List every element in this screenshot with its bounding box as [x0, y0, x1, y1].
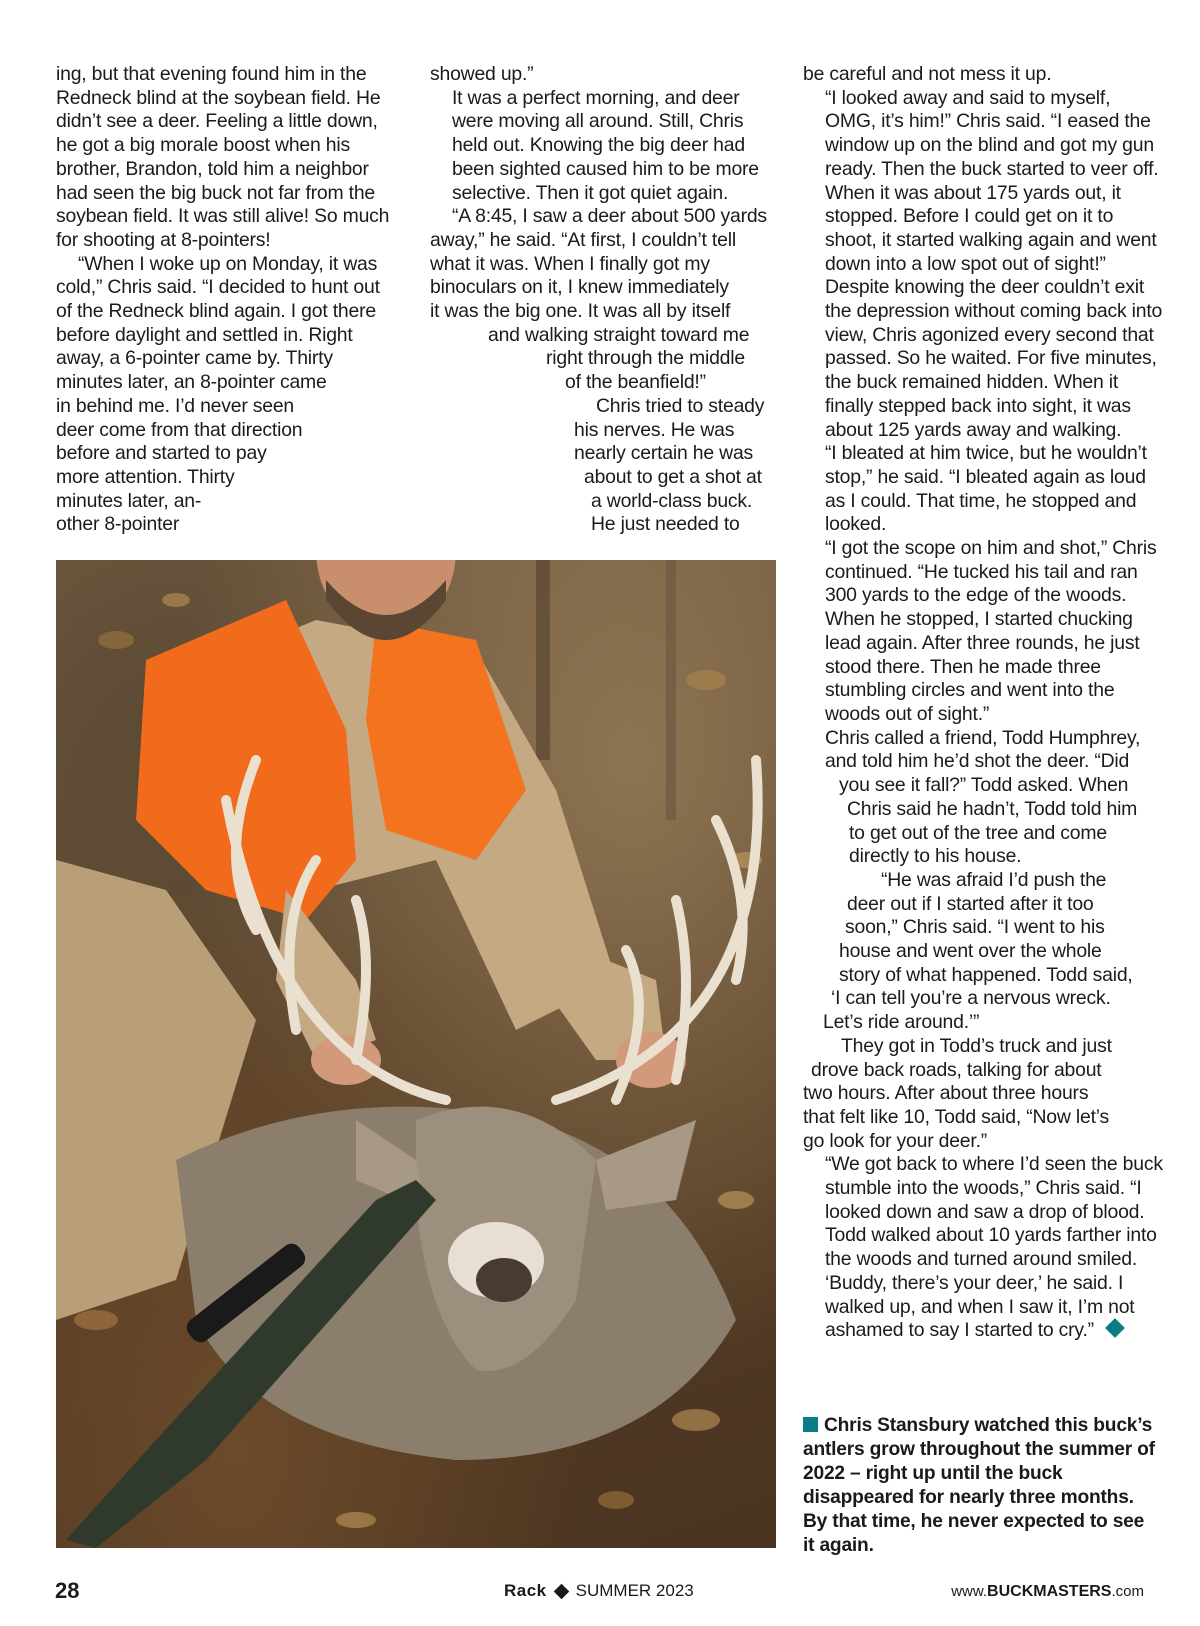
paragraph	[803, 727, 1163, 869]
text-line: “A 8:45, I saw a deer about 500 yards	[452, 205, 767, 228]
paragraph-text: “We got back to where I’d seen the buck stumble into the woods,” Chris said. “I looked down and saw a drop of blood. Todd walked about 10 yards farther into the woods and turned around smiled. ‘Buddy, there’s your deer,’ he said. I walked up, and when I saw it, I’m not ashamed to say I started to cry.”	[825, 1153, 1163, 1342]
site-suffix: .com	[1111, 1583, 1144, 1600]
paragraph	[803, 869, 1163, 1035]
caption-text: Chris Stansbury watched this buck’s antlers grow throughout the summer of 2022 – right up until the buck disappeared for nearly three months. By that time, he never expected to see it again.	[803, 1415, 1155, 1556]
text-line: minutes later, an-	[56, 489, 202, 512]
text-line: Chris called a friend, Todd Humphrey,	[825, 726, 1141, 749]
text-line: more attention. Thirty	[56, 465, 235, 488]
paragraph: “I bleated at him twice, but he wouldn’t stop,” he said. “I bleated again as loud as I could. That time, he stopped and looked.	[825, 442, 1147, 536]
text-line: Let’s ride around.’”	[823, 1011, 980, 1034]
text-line: before daylight and settled in. Right	[56, 323, 353, 346]
text-line: other 8-pointer	[56, 513, 180, 536]
text-line: “When I woke up on Monday, it was	[78, 252, 378, 275]
site-brand: BUCKMASTERS	[987, 1583, 1112, 1600]
text-line: and told him he’d shot the deer. “Did	[825, 750, 1130, 773]
text-line: story of what happened. Todd said,	[839, 963, 1133, 986]
text-line: you see it fall?” Todd asked. When	[839, 774, 1129, 797]
text-line: his nerves. He was	[574, 418, 735, 441]
text-line: a world-class buck.	[591, 489, 753, 512]
page-number: 28	[55, 1578, 80, 1603]
paragraph: “I got the scope on him and shot,” Chris continued. “He tucked his tail and ran 300 yards to the edge of the woods. When he stopped, I started chucking lead again. After three rounds, he just stood there. Then he made three stumbling circles and went into the woods out of sight.”	[825, 537, 1157, 725]
end-mark-icon	[1105, 1318, 1125, 1338]
text-line: directly to his house.	[849, 845, 1022, 868]
text-line: He just needed to	[591, 513, 740, 536]
paragraph	[803, 1035, 1163, 1154]
text-line: about to get a shot at	[584, 465, 762, 488]
text-line: what it was. When I finally got my	[430, 252, 710, 275]
text-line: of the beanfield!”	[565, 371, 706, 394]
text-line: cold,” Chris said. “I decided to hunt out	[56, 276, 380, 299]
issue-date: SUMMER 2023	[575, 1581, 694, 1600]
text-line: house and went over the whole	[839, 940, 1102, 963]
paragraph: showed up.”	[430, 63, 534, 85]
text-line: Chris tried to steady	[596, 394, 765, 417]
article-column-2	[430, 63, 775, 537]
paragraph: “I looked away and said to myself, OMG, it’s him!” Chris said. “I eased the window up on the blind and got my gun ready. Then the buck started to veer off. When it was about 175 yards out, it stopped. Before I could get on it to shoot, it started walking again and went down into a low spot out of sight!”	[825, 86, 1159, 275]
website-link[interactable]	[951, 1583, 1144, 1601]
text-line: soon,” Chris said. “I went to his	[845, 916, 1105, 939]
publication-name: Rack	[504, 1581, 547, 1600]
text-line: go look for your deer.”	[803, 1129, 988, 1152]
article-column-1	[56, 63, 401, 537]
article-column-3	[803, 63, 1163, 1343]
text-line: before and started to pay	[56, 442, 267, 465]
text-line: ‘I can tell you’re a nervous wreck.	[831, 987, 1111, 1010]
diamond-icon	[553, 1583, 569, 1599]
text-line: in behind me. I’d never seen	[56, 394, 295, 417]
text-line: to get out of the tree and come	[849, 821, 1107, 844]
text-line: drove back roads, talking for about	[811, 1058, 1102, 1081]
text-line: and walking straight toward me	[488, 323, 750, 346]
text-line: minutes later, an 8-pointer came	[56, 371, 327, 394]
photo-caption	[803, 1414, 1158, 1558]
paragraph: ing, but that evening found him in the Redneck blind at the soybean field. He didn’t see a deer. Feeling a little down, he got a big morale boost when his brother, Brandon, told him a neighbor had seen the big buck not far from the soybean field. It was still alive! So much for shooting at 8-pointers!	[56, 63, 390, 251]
caption-marker-icon	[803, 1417, 818, 1432]
text-line: two hours. After about three hours	[803, 1082, 1089, 1105]
text-line: of the Redneck blind again. I got there	[56, 300, 376, 323]
paragraph	[430, 205, 775, 395]
text-line: that felt like 10, Todd said, “Now let’s	[803, 1105, 1110, 1128]
text-line: binoculars on it, I knew immediately	[430, 276, 729, 299]
site-prefix: www.	[951, 1583, 988, 1600]
paragraph: Despite knowing the deer couldn’t exit the depression without coming back into view, Chris agonized every second that passed. So he waited. For five minutes, the buck remained hidden. When it finally stepped back into sight, it was about 125 yards away and walking.	[825, 276, 1163, 441]
paragraph: It was a perfect morning, and deer were moving all around. Still, Chris held out. Knowing the big deer had been sighted caused him to be more selective. Then it got quiet again.	[452, 86, 759, 204]
text-line: deer come from that direction	[56, 418, 303, 441]
text-line: away,” he said. “At first, I couldn’t tell	[430, 228, 736, 251]
paragraph	[803, 1153, 1163, 1343]
text-line: it was the big one. It was all by itself	[430, 300, 731, 323]
publication-folio	[504, 1581, 694, 1601]
text-line: They got in Todd’s truck and just	[841, 1034, 1112, 1057]
text-line: right through the middle	[546, 347, 745, 370]
text-line: Chris said he hadn’t, Todd told him	[847, 797, 1138, 820]
paragraph-continued	[56, 276, 401, 537]
photo-illustration	[56, 560, 776, 1548]
text-line: away, a 6-pointer came by. Thirty	[56, 347, 333, 370]
hunter-buck-photo	[56, 560, 776, 1548]
text-line: nearly certain he was	[574, 442, 754, 465]
text-line: “He was afraid I’d push the	[881, 868, 1107, 891]
paragraph	[56, 253, 401, 277]
paragraph	[430, 395, 775, 537]
paragraph: be careful and not mess it up.	[803, 63, 1052, 85]
text-line: deer out if I started after it too	[847, 892, 1094, 915]
